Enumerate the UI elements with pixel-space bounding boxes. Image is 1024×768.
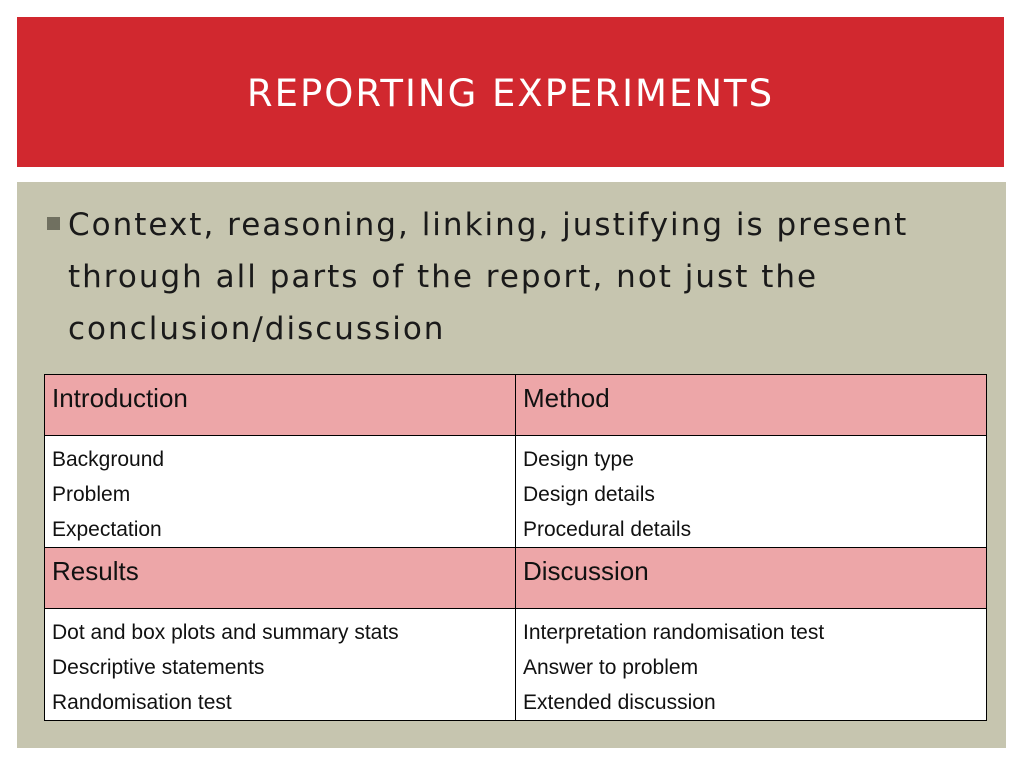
list-item: Answer to problem [523,656,699,679]
discussion-items-cell [516,609,987,721]
slide-title: REPORTING EXPERIMENTS [246,71,775,115]
table-row [45,609,987,721]
list-item: Dot and box plots and summary stats [52,621,399,644]
title-bar [17,17,1004,167]
list-item: Procedural details [523,518,692,541]
content-area [17,182,1006,748]
table-row [45,436,987,548]
header-cell-results: Results [45,548,516,609]
list-item: Extended discussion [523,691,716,714]
list-item: Expectation [52,518,162,541]
results-items-cell [45,609,516,721]
report-structure-table [44,374,987,721]
list-item: Design type [523,448,634,471]
introduction-items-cell [45,436,516,548]
method-items-cell [516,436,987,548]
list-item: Randomisation test [52,691,232,714]
square-bullet-icon [47,217,60,230]
bullet-text: Context, reasoning, linking, justifying is present through all parts of the report, not just the conclusion/discussion [68,207,909,347]
list-item: Descriptive statements [52,656,265,679]
list-item: Background [52,448,165,471]
table-header-row [45,548,987,609]
list-item: Design details [523,483,655,506]
table-header-row [45,375,987,436]
bullet-point [47,200,947,355]
header-cell-introduction: Introduction [45,375,516,436]
list-item: Problem [52,483,131,506]
header-cell-method: Method [516,375,987,436]
list-item: Interpretation randomisation test [523,621,825,644]
header-cell-discussion: Discussion [516,548,987,609]
